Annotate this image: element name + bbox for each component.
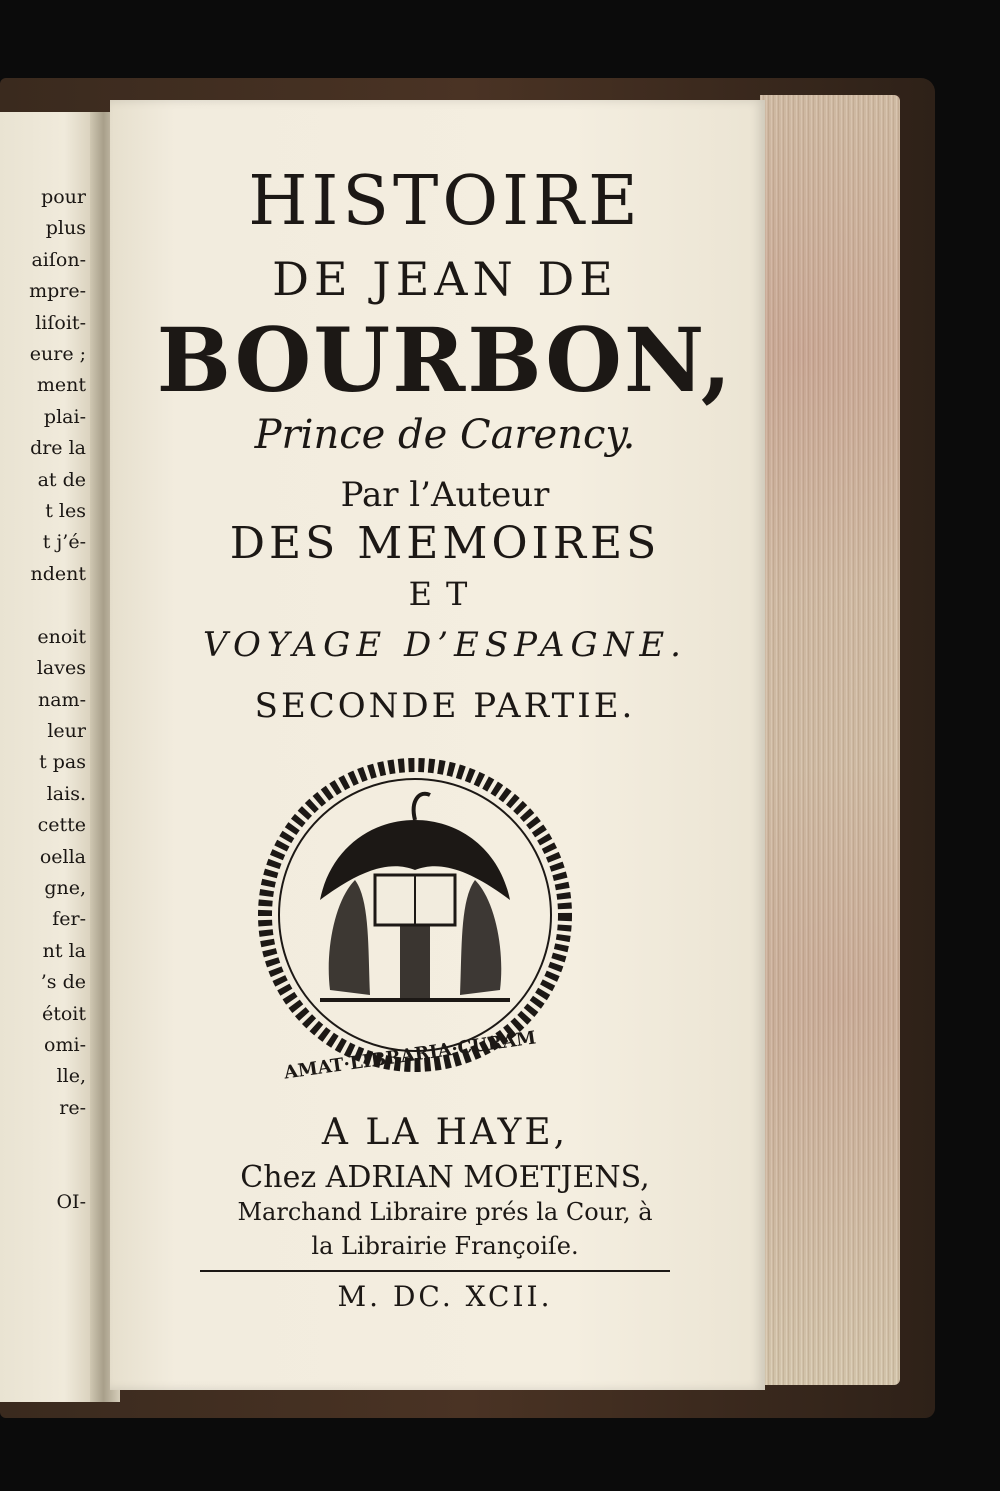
left-page [0,112,92,1402]
imprint-place: A LA HAYE, [321,1112,569,1153]
imprint-rule [200,1270,670,1272]
subtitle-prince: Prince de Carency. [254,412,636,458]
imprint-address: Marchand Libraire prés la Cour, à [237,1198,653,1226]
title-line-jean-de: DE JEAN DE [272,252,618,306]
author-work-memoires: DES MEMOIRES [229,518,661,569]
emblem-motto: AMAT·LIBRARIA·CURAM [282,1027,538,1084]
author-work-voyage: VOYAGE D’ESPAGNE. [202,625,687,665]
title-page [110,100,765,1390]
page-edges [760,95,900,1385]
author-intro: Par l’Auteur [340,475,550,515]
imprint-shop: la Librairie Françoiſe. [311,1232,579,1260]
author-work-et: ET [408,575,482,613]
left-page-text: pour plus aiſon- mpre- liſoit- eure ; ment plai- dre la at de t les t j’é- ndent enoit laves nam- leur t pas lais. cette oella gne, fer- nt la ’s de étoit omi- lle, re- OI- [29,186,86,1213]
title-line-histoire: HISTOIRE [248,162,642,241]
part-label: SECONDE PARTIE. [254,686,636,726]
title-line-bourbon: BOURBON, [156,308,734,412]
imprint-date: M. DC. XCII. [337,1280,553,1313]
imprint-publisher: Chez ADRIAN MOETJENS, [240,1160,650,1195]
